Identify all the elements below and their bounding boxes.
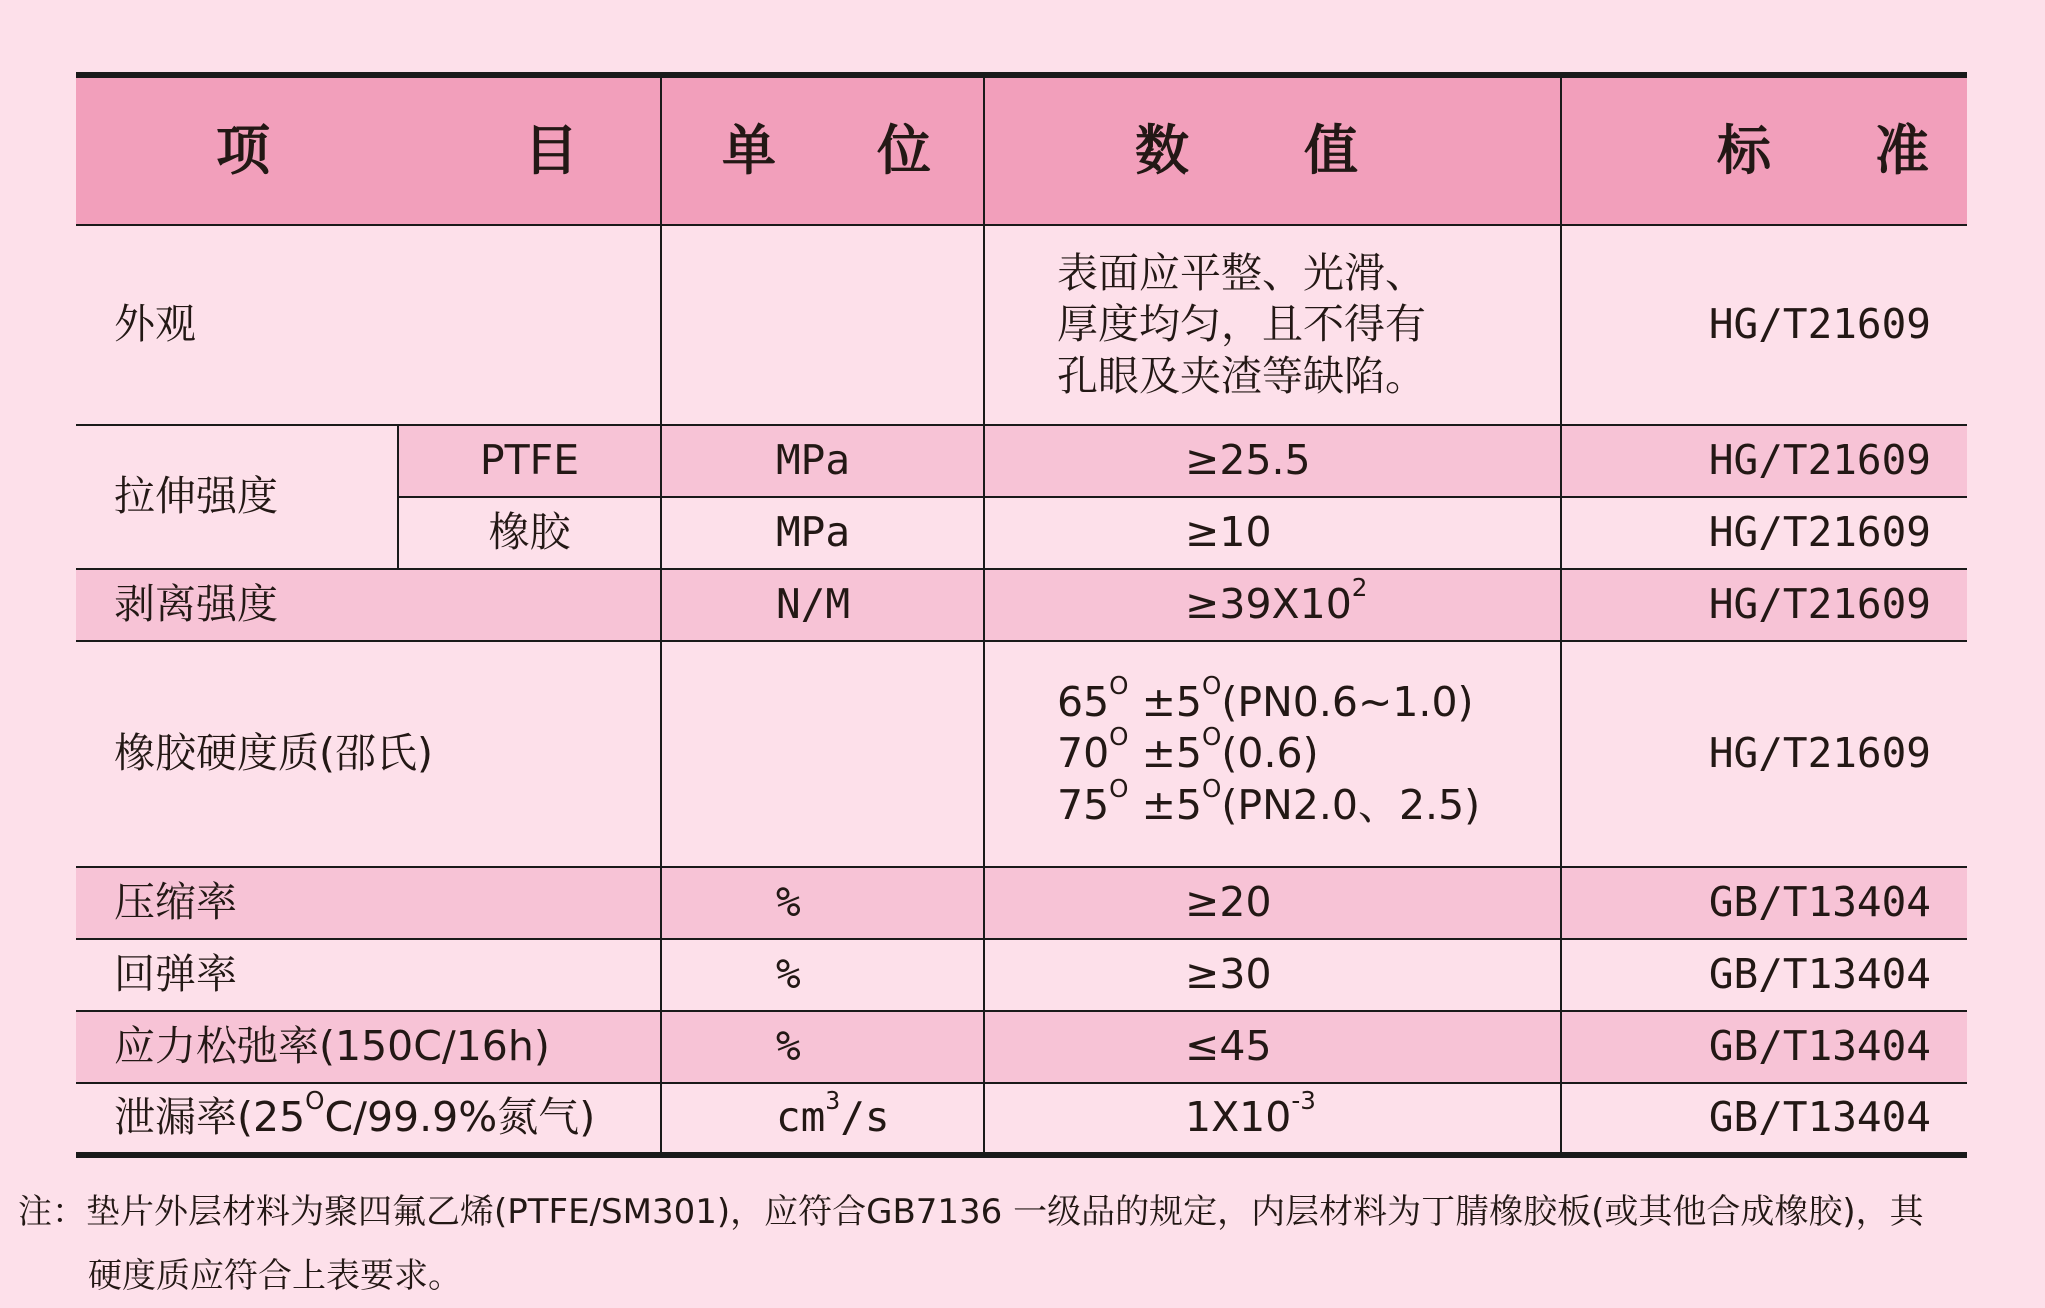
row-label: 泄漏率($25^OC/99.9\%$氮气): [76, 1083, 661, 1155]
table-row-recovery: [76, 939, 1967, 1011]
row-unit: [661, 641, 984, 867]
table-row-tensile-ptfe: [76, 425, 1967, 497]
value-line: $70^O \pm 5^O(0.6)$: [1057, 722, 1319, 778]
row-label: 橡胶硬度质(邵氏): [76, 641, 661, 867]
row-label: 回弹率: [76, 939, 661, 1011]
row-unit: %: [661, 1011, 984, 1083]
row-value: ≥25.5: [984, 425, 1561, 497]
value-line: 孔眼及夹渣等缺陷。: [1057, 351, 1426, 400]
table-row-compression: [76, 867, 1967, 939]
row-value: $\ge 39X10^2$: [984, 569, 1561, 641]
row-standard: GB/T13404: [1561, 939, 1967, 1011]
row-value: [984, 225, 1561, 425]
row-label: 外观: [76, 225, 661, 425]
header-item: 项 目: [76, 75, 661, 225]
row-standard: HG/T21609: [1561, 225, 1967, 425]
row-label: 压缩率: [76, 867, 661, 939]
row-unit: %: [661, 939, 984, 1011]
table-row-relaxation: [76, 1011, 1967, 1083]
footnote: [18, 1180, 2028, 1308]
header-value: 数 值: [984, 75, 1561, 225]
row-standard: GB/T13404: [1561, 1083, 1967, 1155]
row-value: [984, 641, 1561, 867]
row-unit: [661, 225, 984, 425]
row-unit: %: [661, 867, 984, 939]
header-unit: 单 位: [661, 75, 984, 225]
row-standard: HG/T21609: [1561, 569, 1967, 641]
footnote-line: 注：垫片外层材料为聚四氟乙烯(PTFE/SM301)，应符合GB7136 一级品的规定，内层材料为丁腈橡胶板(或其他合成橡胶)，其: [18, 1192, 1924, 1232]
row-value: ≥20: [984, 867, 1561, 939]
spec-table: [76, 72, 1967, 1158]
table-header-row: [76, 75, 1967, 225]
row-value: $1X10^{-3}$: [984, 1083, 1561, 1155]
row-unit: N/M: [661, 569, 984, 641]
row-standard: HG/T21609: [1561, 497, 1967, 569]
table-row-peel: [76, 569, 1967, 641]
row-standard: GB/T13404: [1561, 867, 1967, 939]
value-line: 表面应平整、光滑、: [1057, 249, 1426, 298]
row-unit: MPa: [661, 497, 984, 569]
row-sublabel: PTFE: [398, 425, 661, 497]
row-label: 剥离强度: [76, 569, 661, 641]
value-line: 厚度均匀，且不得有: [1057, 300, 1426, 349]
row-standard: HG/T21609: [1561, 425, 1967, 497]
row-standard: GB/T13404: [1561, 1011, 1967, 1083]
row-label: 拉伸强度: [76, 425, 398, 569]
row-value: ≥10: [984, 497, 1561, 569]
row-label: 应力松弛率(150C/16h): [76, 1011, 661, 1083]
table-row-appearance: [76, 225, 1967, 425]
row-unit: $cm^3/s$: [661, 1083, 984, 1155]
row-value: ≤45: [984, 1011, 1561, 1083]
value-line: $65^O$ $\pm 5^O(PN0.6\sim 1.0)$: [1057, 671, 1474, 727]
spec-table-container: [76, 72, 1967, 1158]
row-sublabel: 橡胶: [398, 497, 661, 569]
table-row-hardness: [76, 641, 1967, 867]
table-row-leakage: [76, 1083, 1967, 1155]
header-standard: 标 准: [1561, 75, 1967, 225]
row-standard: HG/T21609: [1561, 641, 1967, 867]
row-value: ≥30: [984, 939, 1561, 1011]
row-unit: MPa: [661, 425, 984, 497]
value-line: $75^O \pm 5^O(PN2.0$、2.5): [1057, 773, 1481, 829]
footnote-line: 硬度质应符合上表要求。: [88, 1256, 462, 1296]
